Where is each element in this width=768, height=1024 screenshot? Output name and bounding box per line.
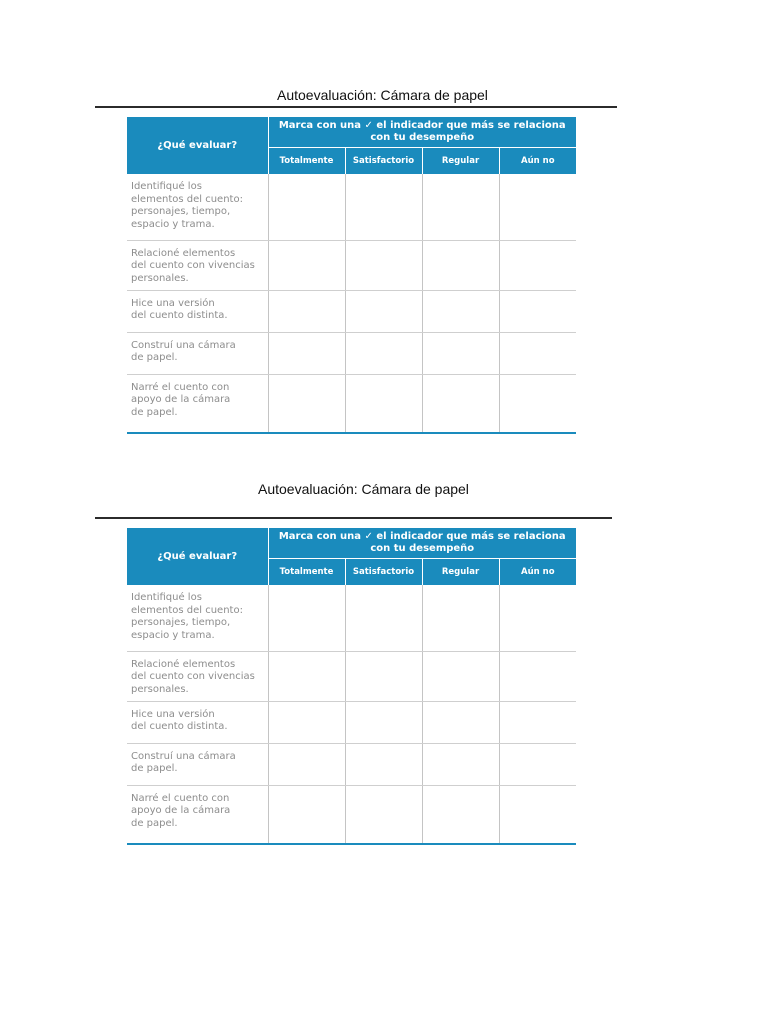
check-cell-satisfactorio[interactable] [345, 785, 422, 844]
check-cell-regular[interactable] [422, 240, 499, 290]
check-cell-regular[interactable] [422, 290, 499, 332]
check-cell-aun-no[interactable] [499, 651, 576, 701]
self-assessment-table-1 [127, 117, 576, 434]
check-cell-aun-no[interactable] [499, 332, 576, 374]
criterion-label: Relacioné elementos del cuento con vivencias personales. [127, 651, 268, 701]
check-cell-regular[interactable] [422, 701, 499, 743]
criterion-label: Hice una versión del cuento distinta. [127, 701, 268, 743]
check-cell-totalmente[interactable] [268, 374, 345, 433]
table-row [127, 585, 576, 651]
check-cell-aun-no[interactable] [499, 743, 576, 785]
level-header-regular: Regular [422, 147, 499, 174]
check-cell-satisfactorio[interactable] [345, 701, 422, 743]
header-question: ¿Qué evaluar? [127, 528, 268, 585]
criterion-label: Construí una cámara de papel. [127, 743, 268, 785]
criterion-label: Relacioné elementos del cuento con vivencias personales. [127, 240, 268, 290]
table-row [127, 701, 576, 743]
check-cell-totalmente[interactable] [268, 785, 345, 844]
table-row [127, 174, 576, 240]
check-cell-regular[interactable] [422, 585, 499, 651]
title-rule-1 [95, 106, 617, 108]
section-title-2: Autoevaluación: Cámara de papel [258, 481, 469, 497]
level-header-aun-no: Aún no [499, 558, 576, 585]
check-cell-regular[interactable] [422, 174, 499, 240]
header-instruction: Marca con una ✓ el indicador que más se relaciona con tu desempeño [268, 117, 576, 147]
table-row [127, 651, 576, 701]
check-cell-totalmente[interactable] [268, 651, 345, 701]
check-cell-totalmente[interactable] [268, 585, 345, 651]
check-cell-totalmente[interactable] [268, 174, 345, 240]
table-row [127, 743, 576, 785]
check-cell-aun-no[interactable] [499, 374, 576, 433]
header-instruction: Marca con una ✓ el indicador que más se relaciona con tu desempeño [268, 528, 576, 558]
check-cell-aun-no[interactable] [499, 290, 576, 332]
criterion-label: Narré el cuento con apoyo de la cámara de papel. [127, 374, 268, 433]
table-row [127, 332, 576, 374]
section-title-1: Autoevaluación: Cámara de papel [277, 87, 488, 103]
table-row [127, 290, 576, 332]
table-row [127, 785, 576, 844]
level-header-aun-no: Aún no [499, 147, 576, 174]
check-cell-satisfactorio[interactable] [345, 332, 422, 374]
check-cell-satisfactorio[interactable] [345, 651, 422, 701]
check-cell-satisfactorio[interactable] [345, 174, 422, 240]
check-cell-totalmente[interactable] [268, 743, 345, 785]
level-header-regular: Regular [422, 558, 499, 585]
check-cell-regular[interactable] [422, 651, 499, 701]
check-cell-aun-no[interactable] [499, 240, 576, 290]
check-cell-satisfactorio[interactable] [345, 743, 422, 785]
check-cell-aun-no[interactable] [499, 701, 576, 743]
criterion-label: Construí una cámara de papel. [127, 332, 268, 374]
header-question: ¿Qué evaluar? [127, 117, 268, 174]
check-cell-aun-no[interactable] [499, 174, 576, 240]
check-cell-satisfactorio[interactable] [345, 585, 422, 651]
table-row [127, 374, 576, 433]
check-cell-totalmente[interactable] [268, 240, 345, 290]
criterion-label: Identifiqué los elementos del cuento: personajes, tiempo, espacio y trama. [127, 174, 268, 240]
self-assessment-table-2 [127, 528, 576, 845]
check-cell-aun-no[interactable] [499, 785, 576, 844]
check-cell-satisfactorio[interactable] [345, 290, 422, 332]
criterion-label: Hice una versión del cuento distinta. [127, 290, 268, 332]
check-cell-regular[interactable] [422, 743, 499, 785]
check-cell-totalmente[interactable] [268, 290, 345, 332]
check-cell-regular[interactable] [422, 332, 499, 374]
check-cell-satisfactorio[interactable] [345, 374, 422, 433]
criterion-label: Identifiqué los elementos del cuento: personajes, tiempo, espacio y trama. [127, 585, 268, 651]
check-cell-satisfactorio[interactable] [345, 240, 422, 290]
title-rule-2 [95, 517, 612, 519]
check-cell-totalmente[interactable] [268, 701, 345, 743]
level-header-totalmente: Totalmente [268, 558, 345, 585]
check-cell-aun-no[interactable] [499, 585, 576, 651]
table-row [127, 240, 576, 290]
criterion-label: Narré el cuento con apoyo de la cámara de papel. [127, 785, 268, 844]
level-header-totalmente: Totalmente [268, 147, 345, 174]
check-cell-totalmente[interactable] [268, 332, 345, 374]
check-cell-regular[interactable] [422, 374, 499, 433]
check-cell-regular[interactable] [422, 785, 499, 844]
level-header-satisfactorio: Satisfactorio [345, 147, 422, 174]
level-header-satisfactorio: Satisfactorio [345, 558, 422, 585]
